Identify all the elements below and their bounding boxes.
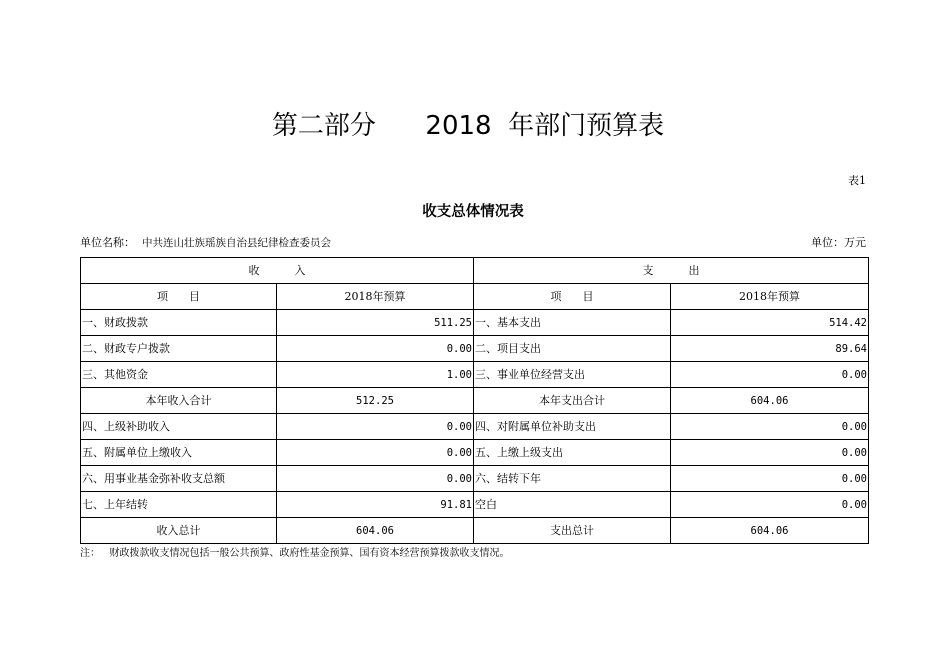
expense-item: 空白: [474, 492, 671, 518]
income-item: 五、附属单位上缴收入: [81, 440, 277, 466]
expense-item: 五、上缴上级支出: [474, 440, 671, 466]
income-value: 1.00: [277, 362, 474, 388]
expense-value: 0.00: [671, 440, 869, 466]
income-total-value: 604.06: [277, 518, 474, 544]
income-item: 三、其他资金: [81, 362, 277, 388]
expense-value: 0.00: [671, 362, 869, 388]
subtotal-row: [81, 388, 869, 414]
income-value: 0.00: [277, 440, 474, 466]
page-title: 第二部分 2018 年部门预算表: [271, 111, 665, 141]
expense-item: 二、项目支出: [474, 336, 671, 362]
section-header-row: [81, 258, 869, 284]
income-value: 0.00: [277, 466, 474, 492]
income-total-label: 收入总计: [81, 518, 277, 544]
table-row: [81, 310, 869, 336]
income-value: 91.81: [277, 492, 474, 518]
expense-total-label: 支出总计: [474, 518, 671, 544]
table-row: [81, 414, 869, 440]
income-item: 二、财政专户拨款: [81, 336, 277, 362]
expense-value: 0.00: [671, 414, 869, 440]
table-row: [81, 466, 869, 492]
income-subtotal-value: 512.25: [277, 388, 474, 414]
income-budget-header: 2018年预算: [277, 284, 474, 310]
footnote: 注： 财政拨款收支情况包括一般公共预算、政府性基金预算、国有资本经营预算拨款收支情况。: [80, 548, 510, 559]
expense-value: 514.42: [671, 310, 869, 336]
org-label: 单位名称：: [80, 236, 135, 249]
budget-table: [80, 257, 869, 544]
income-value: 0.00: [277, 414, 474, 440]
table-number: 表1: [848, 174, 866, 187]
table-title: 收支总体情况表: [422, 204, 524, 220]
unit-info-row: [80, 236, 866, 250]
income-value: 0.00: [277, 336, 474, 362]
org-name: 中共连山壮族瑶族自治县纪律检查委员会: [142, 237, 331, 249]
expense-total-value: 604.06: [671, 518, 869, 544]
expense-value: 89.64: [671, 336, 869, 362]
expense-item: 六、结转下年: [474, 466, 671, 492]
table-row: [81, 336, 869, 362]
expense-value: 0.00: [671, 492, 869, 518]
income-item: 七、上年结转: [81, 492, 277, 518]
income-value: 511.25: [277, 310, 474, 336]
income-item: 六、用事业基金弥补收支总额: [81, 466, 277, 492]
income-item: 四、上级补助收入: [81, 414, 277, 440]
expense-value: 0.00: [671, 466, 869, 492]
table-row: [81, 362, 869, 388]
expense-item-header: 项 目: [474, 284, 671, 310]
table-row: [81, 440, 869, 466]
expense-item: 一、基本支出: [474, 310, 671, 336]
column-header-row: [81, 284, 869, 310]
table-row: [81, 492, 869, 518]
income-item-header: 项 目: [81, 284, 277, 310]
income-item: 一、财政拨款: [81, 310, 277, 336]
expense-subtotal-label: 本年支出合计: [474, 388, 671, 414]
total-row: [81, 518, 869, 544]
expense-budget-header: 2018年预算: [671, 284, 869, 310]
income-section-header: 收 入: [81, 258, 474, 284]
expense-item: 三、事业单位经营支出: [474, 362, 671, 388]
income-subtotal-label: 本年收入合计: [81, 388, 277, 414]
expense-item: 四、对附属单位补助支出: [474, 414, 671, 440]
expense-section-header: 支 出: [474, 258, 869, 284]
expense-subtotal-value: 604.06: [671, 388, 869, 414]
unit-label: 单位：万元: [811, 236, 866, 249]
